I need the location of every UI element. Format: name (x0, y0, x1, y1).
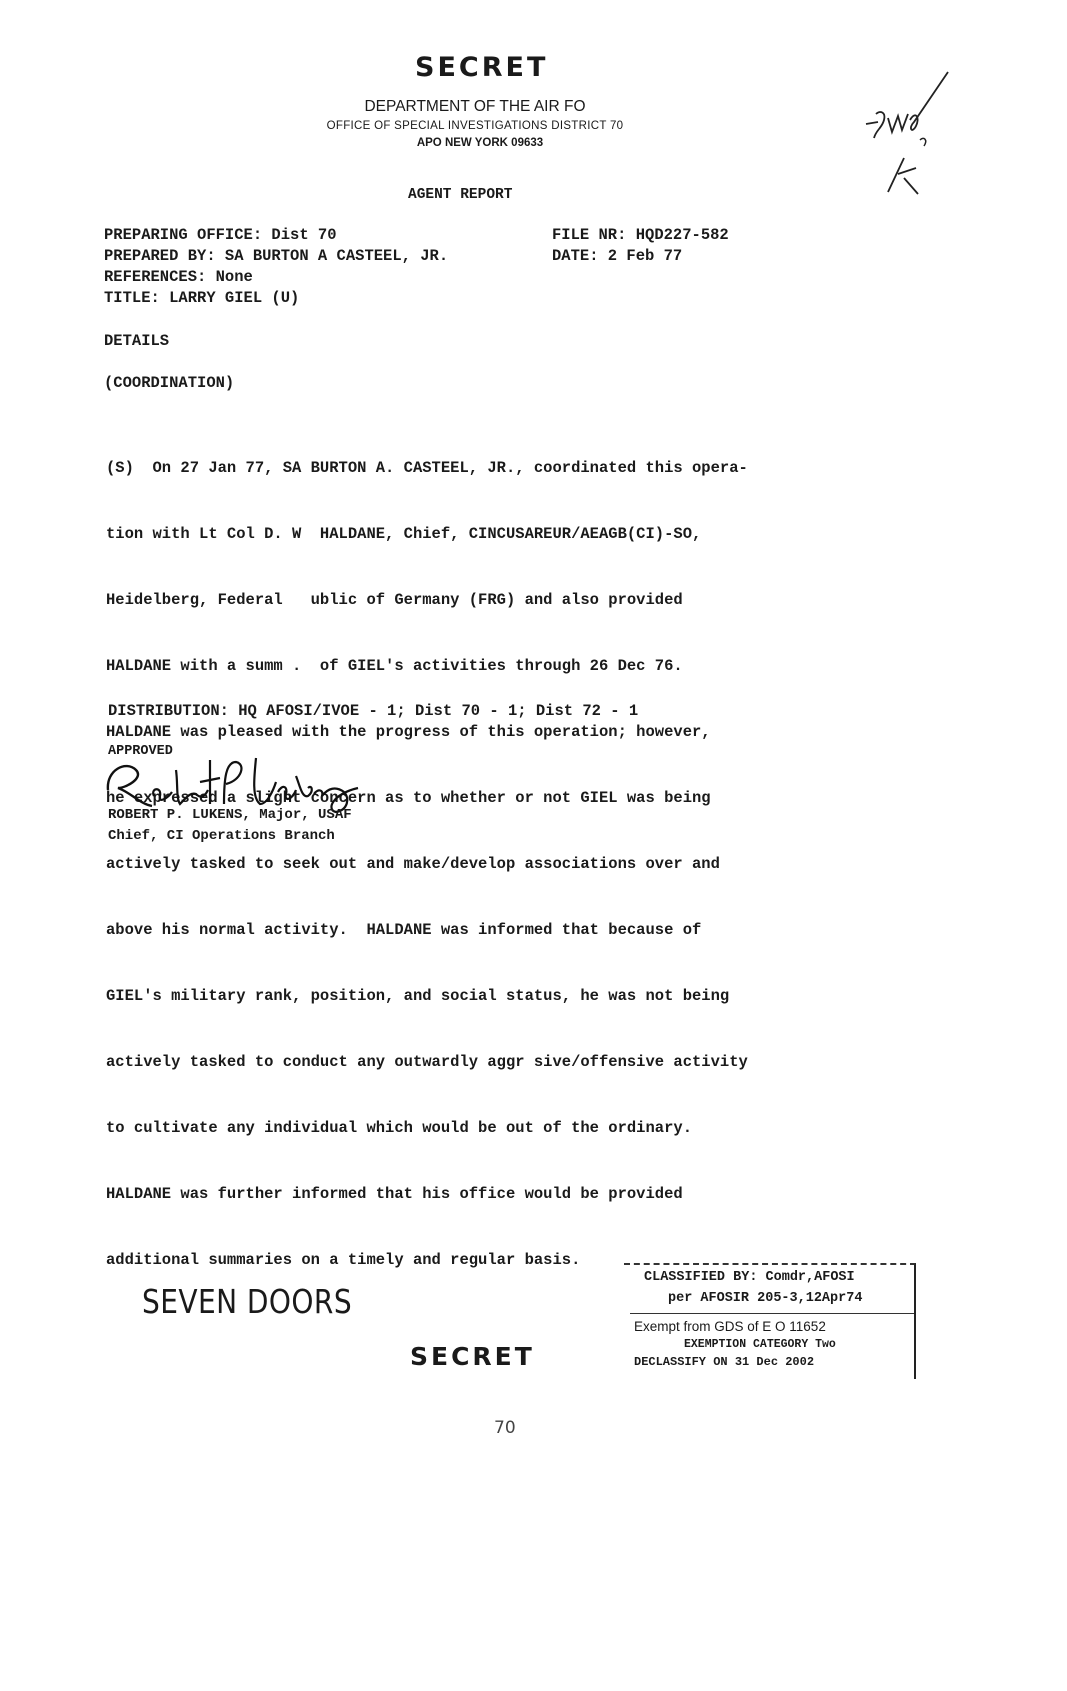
apo-heading: APO NEW YORK 09633 (416, 137, 544, 149)
body-line: Heidelberg, Federal ublic of Germany (FRG) and also provided (106, 591, 683, 609)
body-line: additional summaries on a timely and regular basis. (106, 1251, 581, 1269)
stamp-declassify-on: DECLASSIFY ON 31 Dec 2002 (634, 1355, 815, 1369)
report-title: TITLE: LARRY GIEL (U) (104, 289, 300, 307)
body-paragraph (106, 413, 748, 1293)
references: REFERENCES: None (104, 268, 253, 286)
initials-scribble-icon (858, 62, 958, 202)
file-number: FILE NR: HQD227-582 (552, 226, 729, 244)
office-heading: OFFICE OF SPECIAL INVESTIGATIONS DISTRICT 70 (326, 120, 624, 132)
handwritten-initials (858, 62, 958, 202)
stamp-exempt: Exempt from GDS of E O 11652 (634, 1319, 826, 1334)
body-line: HALDANE was further informed that his office would be provided (106, 1185, 683, 1203)
approved-label: APPROVED (108, 744, 173, 759)
classification-top: SECRET (415, 52, 549, 83)
report-type: AGENT REPORT (408, 187, 513, 203)
preparing-office: PREPARING OFFICE: Dist 70 (104, 226, 337, 244)
details-heading: DETAILS (104, 332, 170, 350)
body-line: tion with Lt Col D. W HALDANE, Chief, CINCUSAREUR/AEAGB(CI)-SO, (106, 525, 702, 543)
body-line: actively tasked to seek out and make/develop associations over and (106, 855, 720, 873)
body-line: GIEL's military rank, position, and social status, he was not being (106, 987, 730, 1005)
stamp-classified-by: CLASSIFIED BY: Comdr,AFOSI (644, 1270, 855, 1285)
stamp-category: EXEMPTION CATEGORY Two (684, 1338, 836, 1351)
declassification-stamp (624, 1263, 916, 1379)
classification-bottom: SECRET (410, 1342, 535, 1371)
body-line: to cultivate any individual which would be out of the ordinary. (106, 1119, 692, 1137)
approver-position: Chief, CI Operations Branch (108, 828, 335, 844)
page-number: 70 (494, 1418, 516, 1438)
department-heading: DEPARTMENT OF THE AIR FO (364, 98, 586, 115)
coordination-heading: (COORDINATION) (104, 374, 235, 392)
body-line: HALDANE was pleased with the progress of this operation; however, (106, 723, 711, 741)
prepared-by: PREPARED BY: SA BURTON A CASTEEL, JR. (104, 247, 449, 265)
stamp-authority: per AFOSIR 205-3,12Apr74 (668, 1291, 863, 1306)
body-line: actively tasked to conduct any outwardly aggr sive/offensive activity (106, 1053, 748, 1071)
body-line: he expressed a slight concern as to whether or not GIEL was being (106, 789, 711, 807)
distribution-line: DISTRIBUTION: HQ AFOSI/IVOE - 1; Dist 70 - 1; Dist 72 - 1 (108, 702, 639, 720)
body-line: HALDANE with a summ . of GIEL's activities through 26 Dec 76. (106, 657, 683, 675)
body-line: above his normal activity. HALDANE was informed that because of (106, 921, 702, 939)
body-line: (S) On 27 Jan 77, SA BURTON A. CASTEEL, JR., coordinated this opera- (106, 459, 748, 477)
stamp-divider (630, 1313, 914, 1314)
report-date: DATE: 2 Feb 77 (552, 247, 683, 265)
approver-name: ROBERT P. LUKENS, Major, USAF (108, 807, 352, 823)
code-name: SEVEN DOORS (142, 1282, 353, 1321)
